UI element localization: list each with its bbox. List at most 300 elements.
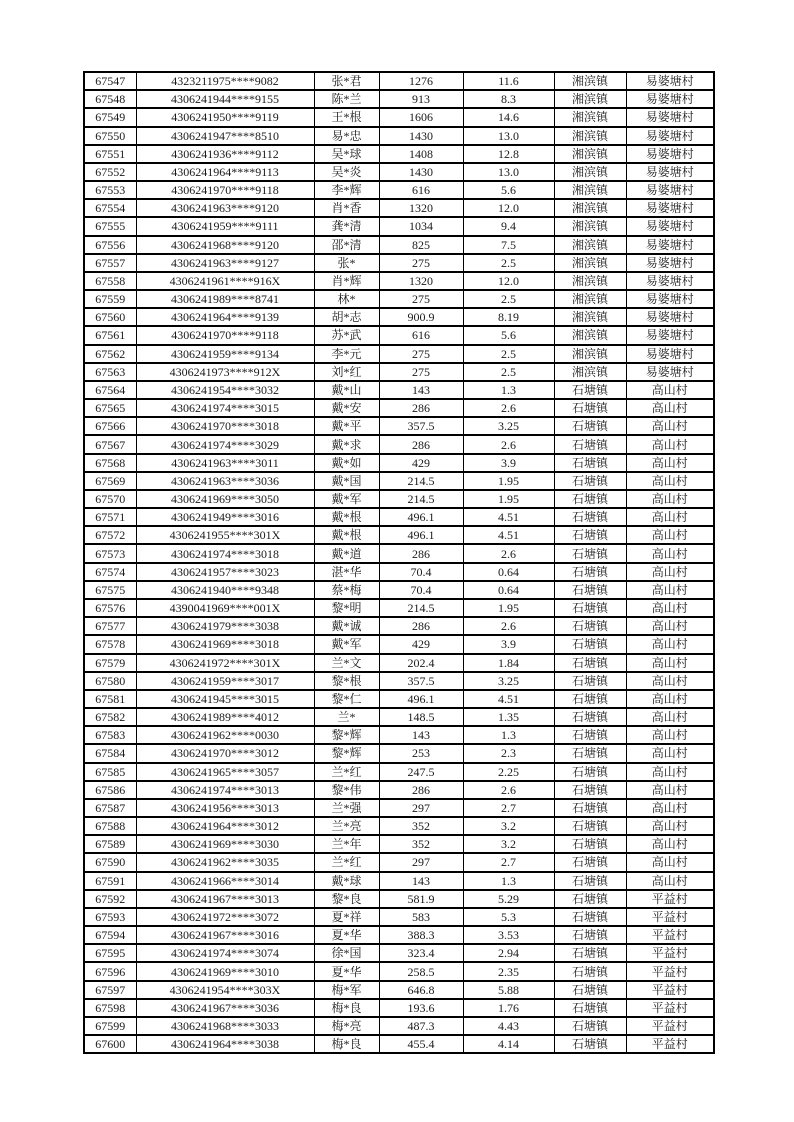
person-name-cell: 吴*球 [314,145,379,163]
town-cell: 石塘镇 [554,617,626,635]
person-name-cell: 李*元 [314,345,379,363]
person-name-cell: 戴*平 [314,417,379,435]
village-cell: 高山村 [626,472,714,490]
town-cell: 湘滨镇 [554,236,626,254]
id-number-cell: 4306241973****912X [136,363,314,381]
sequence-number-cell: 67588 [84,817,136,835]
village-cell: 平益村 [626,962,714,980]
id-number-cell: 4306241979****3038 [136,617,314,635]
table-row [84,853,714,871]
person-name-cell: 张* [314,254,379,272]
subsidy-amount-cell: 352 [379,817,463,835]
town-cell: 石塘镇 [554,799,626,817]
subsidy-amount-cell: 202.4 [379,654,463,672]
id-number-cell: 4306241974****3029 [136,435,314,453]
id-number-cell: 4306241954****3032 [136,381,314,399]
town-cell: 石塘镇 [554,744,626,762]
town-cell: 石塘镇 [554,581,626,599]
subsidy-amount-cell: 913 [379,90,463,108]
village-cell: 易婆塘村 [626,108,714,126]
table-row [84,381,714,399]
table-row [84,145,714,163]
sequence-number-cell: 67594 [84,926,136,944]
village-cell: 易婆塘村 [626,145,714,163]
town-cell: 石塘镇 [554,926,626,944]
sequence-number-cell: 67572 [84,526,136,544]
area-cell: 13.0 [463,127,554,145]
sequence-number-cell: 67589 [84,835,136,853]
subsidy-amount-cell: 214.5 [379,599,463,617]
sequence-number-cell: 67568 [84,454,136,472]
area-cell: 4.51 [463,690,554,708]
village-cell: 高山村 [626,435,714,453]
subsidy-amount-cell: 496.1 [379,508,463,526]
subsidy-amount-cell: 297 [379,853,463,871]
village-cell: 高山村 [626,672,714,690]
town-cell: 石塘镇 [554,763,626,781]
subsidy-amount-cell: 900.9 [379,308,463,326]
sequence-number-cell: 67559 [84,290,136,308]
area-cell: 3.53 [463,926,554,944]
town-cell: 湘滨镇 [554,199,626,217]
sequence-number-cell: 67598 [84,999,136,1017]
id-number-cell: 4306241970****9118 [136,181,314,199]
table-row [84,763,714,781]
town-cell: 湘滨镇 [554,363,626,381]
town-cell: 石塘镇 [554,526,626,544]
town-cell: 石塘镇 [554,853,626,871]
table-row [84,872,714,890]
subsidy-amount-cell: 323.4 [379,944,463,962]
sequence-number-cell: 67552 [84,163,136,181]
subsidy-amount-cell: 1430 [379,163,463,181]
town-cell: 湘滨镇 [554,254,626,272]
subsidy-amount-cell: 297 [379,799,463,817]
id-number-cell: 4306241962****0030 [136,726,314,744]
area-cell: 1.35 [463,708,554,726]
village-cell: 高山村 [626,853,714,871]
person-name-cell: 肖*香 [314,199,379,217]
table-row [84,962,714,980]
table-row [84,799,714,817]
table-row [84,1035,714,1053]
person-name-cell: 兰*年 [314,835,379,853]
id-number-cell: 4306241969****3018 [136,635,314,653]
sequence-number-cell: 67548 [84,90,136,108]
village-cell: 易婆塘村 [626,326,714,344]
subsidy-amount-cell: 646.8 [379,981,463,999]
subsidy-amount-cell: 253 [379,744,463,762]
area-cell: 3.25 [463,417,554,435]
id-number-cell: 4306241970****3018 [136,417,314,435]
subsidy-amount-cell: 275 [379,345,463,363]
id-number-cell: 4306241945****3015 [136,690,314,708]
area-cell: 1.95 [463,472,554,490]
sequence-number-cell: 67564 [84,381,136,399]
town-cell: 石塘镇 [554,654,626,672]
area-cell: 12.8 [463,145,554,163]
id-number-cell: 4306241959****9134 [136,345,314,363]
person-name-cell: 黎*仁 [314,690,379,708]
table-row [84,944,714,962]
person-name-cell: 兰*文 [314,654,379,672]
town-cell: 石塘镇 [554,563,626,581]
person-name-cell: 梅*良 [314,1035,379,1053]
subsidy-amount-cell: 581.9 [379,890,463,908]
id-number-cell: 4306241974****3018 [136,544,314,562]
area-cell: 9.4 [463,217,554,235]
village-cell: 易婆塘村 [626,272,714,290]
table-row [84,781,714,799]
village-cell: 高山村 [626,417,714,435]
subsidy-amount-cell: 214.5 [379,490,463,508]
town-cell: 石塘镇 [554,544,626,562]
town-cell: 石塘镇 [554,1017,626,1035]
town-cell: 石塘镇 [554,781,626,799]
town-cell: 石塘镇 [554,817,626,835]
sequence-number-cell: 67549 [84,108,136,126]
table-row [84,890,714,908]
person-name-cell: 梅*亮 [314,1017,379,1035]
id-number-cell: 4306241970****9118 [136,326,314,344]
id-number-cell: 4306241972****3072 [136,908,314,926]
sequence-number-cell: 67561 [84,326,136,344]
person-name-cell: 戴*山 [314,381,379,399]
area-cell: 12.0 [463,272,554,290]
village-cell: 高山村 [626,381,714,399]
village-cell: 高山村 [626,581,714,599]
subsidy-amount-cell: 286 [379,435,463,453]
sequence-number-cell: 67547 [84,72,136,90]
town-cell: 湘滨镇 [554,145,626,163]
person-name-cell: 戴*道 [314,544,379,562]
town-cell: 湘滨镇 [554,217,626,235]
table-row [84,726,714,744]
town-cell: 石塘镇 [554,708,626,726]
subsidy-amount-cell: 455.4 [379,1035,463,1053]
person-name-cell: 戴*如 [314,454,379,472]
table-row [84,926,714,944]
table-row [84,490,714,508]
subsidy-amount-cell: 496.1 [379,690,463,708]
id-number-cell: 4323211975****9082 [136,72,314,90]
village-cell: 高山村 [626,690,714,708]
village-cell: 易婆塘村 [626,290,714,308]
id-number-cell: 4306241969****3030 [136,835,314,853]
table-body [84,72,714,1053]
sequence-number-cell: 67558 [84,272,136,290]
village-cell: 高山村 [626,454,714,472]
town-cell: 石塘镇 [554,599,626,617]
id-number-cell: 4306241974****3013 [136,781,314,799]
sequence-number-cell: 67570 [84,490,136,508]
table-row [84,654,714,672]
village-cell: 易婆塘村 [626,163,714,181]
town-cell: 湘滨镇 [554,345,626,363]
town-cell: 石塘镇 [554,890,626,908]
town-cell: 石塘镇 [554,381,626,399]
id-number-cell: 4306241947****8510 [136,127,314,145]
person-name-cell: 易*忠 [314,127,379,145]
table-row [84,399,714,417]
table-row [84,199,714,217]
table-row [84,308,714,326]
table-row [84,1017,714,1035]
subsidy-amount-cell: 825 [379,236,463,254]
town-cell: 湘滨镇 [554,163,626,181]
village-cell: 高山村 [626,399,714,417]
person-name-cell: 戴*军 [314,635,379,653]
table-row [84,526,714,544]
person-name-cell: 吴*炎 [314,163,379,181]
table-row [84,672,714,690]
table-row [84,108,714,126]
id-number-cell: 4306241968****9120 [136,236,314,254]
id-number-cell: 4306241989****4012 [136,708,314,726]
table-row [84,544,714,562]
area-cell: 2.6 [463,544,554,562]
area-cell: 1.76 [463,999,554,1017]
sequence-number-cell: 67565 [84,399,136,417]
table-row [84,708,714,726]
subsidy-amount-cell: 143 [379,872,463,890]
area-cell: 2.6 [463,399,554,417]
subsidy-amount-cell: 487.3 [379,1017,463,1035]
town-cell: 石塘镇 [554,962,626,980]
person-name-cell: 黎*明 [314,599,379,617]
person-name-cell: 张*君 [314,72,379,90]
subsidy-amount-cell: 193.6 [379,999,463,1017]
area-cell: 4.51 [463,526,554,544]
table-row [84,835,714,853]
town-cell: 石塘镇 [554,454,626,472]
town-cell: 石塘镇 [554,1035,626,1053]
town-cell: 湘滨镇 [554,326,626,344]
subsidy-table [83,71,715,1054]
village-cell: 高山村 [626,490,714,508]
person-name-cell: 戴*求 [314,435,379,453]
town-cell: 石塘镇 [554,417,626,435]
area-cell: 4.43 [463,1017,554,1035]
village-cell: 高山村 [626,654,714,672]
id-number-cell: 4306241957****3023 [136,563,314,581]
id-number-cell: 4306241963****9120 [136,199,314,217]
person-name-cell: 戴*国 [314,472,379,490]
subsidy-amount-cell: 70.4 [379,563,463,581]
village-cell: 易婆塘村 [626,72,714,90]
table-row [84,981,714,999]
id-number-cell: 4306241963****3036 [136,472,314,490]
area-cell: 5.29 [463,890,554,908]
table-row [84,272,714,290]
sequence-number-cell: 67587 [84,799,136,817]
sequence-number-cell: 67555 [84,217,136,235]
area-cell: 5.6 [463,326,554,344]
village-cell: 易婆塘村 [626,363,714,381]
table-row [84,472,714,490]
sequence-number-cell: 67593 [84,908,136,926]
area-cell: 2.6 [463,781,554,799]
sequence-number-cell: 67586 [84,781,136,799]
person-name-cell: 戴*根 [314,526,379,544]
sequence-number-cell: 67581 [84,690,136,708]
area-cell: 3.9 [463,454,554,472]
village-cell: 易婆塘村 [626,345,714,363]
person-name-cell: 龚*清 [314,217,379,235]
village-cell: 高山村 [626,617,714,635]
id-number-cell: 4306241950****9119 [136,108,314,126]
table-row [84,435,714,453]
person-name-cell: 兰* [314,708,379,726]
id-number-cell: 4306241963****3011 [136,454,314,472]
town-cell: 石塘镇 [554,399,626,417]
area-cell: 2.6 [463,435,554,453]
subsidy-amount-cell: 286 [379,544,463,562]
table-row [84,908,714,926]
sequence-number-cell: 67584 [84,744,136,762]
sequence-number-cell: 67596 [84,962,136,980]
town-cell: 湘滨镇 [554,181,626,199]
id-number-cell: 4306241964****3012 [136,817,314,835]
person-name-cell: 兰*红 [314,763,379,781]
subsidy-amount-cell: 357.5 [379,417,463,435]
id-number-cell: 4306241965****3057 [136,763,314,781]
subsidy-amount-cell: 286 [379,399,463,417]
person-name-cell: 黎*辉 [314,744,379,762]
sequence-number-cell: 67600 [84,1035,136,1053]
subsidy-amount-cell: 616 [379,181,463,199]
id-number-cell: 4306241944****9155 [136,90,314,108]
table-row [84,217,714,235]
sequence-number-cell: 67590 [84,853,136,871]
person-name-cell: 胡*志 [314,308,379,326]
area-cell: 12.0 [463,199,554,217]
person-name-cell: 戴*球 [314,872,379,890]
id-number-cell: 4306241967****3016 [136,926,314,944]
table-row [84,363,714,381]
village-cell: 易婆塘村 [626,217,714,235]
table-row [84,817,714,835]
sequence-number-cell: 67553 [84,181,136,199]
area-cell: 5.88 [463,981,554,999]
village-cell: 易婆塘村 [626,181,714,199]
id-number-cell: 4306241962****3035 [136,853,314,871]
town-cell: 石塘镇 [554,999,626,1017]
area-cell: 1.95 [463,599,554,617]
id-number-cell: 4306241956****3013 [136,799,314,817]
sequence-number-cell: 67595 [84,944,136,962]
village-cell: 平益村 [626,999,714,1017]
id-number-cell: 4306241970****3012 [136,744,314,762]
subsidy-amount-cell: 275 [379,290,463,308]
village-cell: 高山村 [626,744,714,762]
town-cell: 石塘镇 [554,508,626,526]
id-number-cell: 4306241974****3074 [136,944,314,962]
subsidy-amount-cell: 70.4 [379,581,463,599]
table-row [84,744,714,762]
town-cell: 湘滨镇 [554,308,626,326]
subsidy-amount-cell: 352 [379,835,463,853]
subsidy-amount-cell: 496.1 [379,526,463,544]
sequence-number-cell: 67560 [84,308,136,326]
subsidy-amount-cell: 247.5 [379,763,463,781]
town-cell: 石塘镇 [554,635,626,653]
sequence-number-cell: 67597 [84,981,136,999]
subsidy-amount-cell: 616 [379,326,463,344]
person-name-cell: 兰*强 [314,799,379,817]
person-name-cell: 夏*华 [314,926,379,944]
area-cell: 4.51 [463,508,554,526]
town-cell: 石塘镇 [554,908,626,926]
id-number-cell: 4306241964****3038 [136,1035,314,1053]
sequence-number-cell: 67578 [84,635,136,653]
sequence-number-cell: 67582 [84,708,136,726]
sequence-number-cell: 67599 [84,1017,136,1035]
person-name-cell: 戴*安 [314,399,379,417]
village-cell: 易婆塘村 [626,254,714,272]
town-cell: 石塘镇 [554,672,626,690]
person-name-cell: 兰*红 [314,853,379,871]
area-cell: 4.14 [463,1035,554,1053]
subsidy-amount-cell: 1276 [379,72,463,90]
village-cell: 平益村 [626,890,714,908]
area-cell: 5.3 [463,908,554,926]
village-cell: 高山村 [626,835,714,853]
subsidy-amount-cell: 286 [379,781,463,799]
subsidy-amount-cell: 357.5 [379,672,463,690]
table-row [84,581,714,599]
id-number-cell: 4306241967****3013 [136,890,314,908]
area-cell: 13.0 [463,163,554,181]
area-cell: 0.64 [463,581,554,599]
area-cell: 14.6 [463,108,554,126]
table-row [84,690,714,708]
id-number-cell: 4306241961****916X [136,272,314,290]
village-cell: 高山村 [626,708,714,726]
village-cell: 高山村 [626,544,714,562]
sequence-number-cell: 67557 [84,254,136,272]
subsidy-amount-cell: 429 [379,454,463,472]
sequence-number-cell: 67550 [84,127,136,145]
area-cell: 2.5 [463,290,554,308]
sequence-number-cell: 67592 [84,890,136,908]
town-cell: 湘滨镇 [554,108,626,126]
sequence-number-cell: 67554 [84,199,136,217]
area-cell: 3.2 [463,817,554,835]
person-name-cell: 湛*华 [314,563,379,581]
area-cell: 3.2 [463,835,554,853]
person-name-cell: 戴*诚 [314,617,379,635]
village-cell: 高山村 [626,799,714,817]
area-cell: 1.3 [463,726,554,744]
subsidy-amount-cell: 1320 [379,199,463,217]
town-cell: 湘滨镇 [554,90,626,108]
id-number-cell: 4306241966****3014 [136,872,314,890]
table-row [84,163,714,181]
id-number-cell: 4306241940****9348 [136,581,314,599]
person-name-cell: 肖*辉 [314,272,379,290]
subsidy-amount-cell: 258.5 [379,962,463,980]
village-cell: 平益村 [626,908,714,926]
person-name-cell: 兰*亮 [314,817,379,835]
village-cell: 高山村 [626,872,714,890]
table-row [84,345,714,363]
subsidy-amount-cell: 286 [379,617,463,635]
person-name-cell: 李*辉 [314,181,379,199]
table-row [84,181,714,199]
village-cell: 高山村 [626,781,714,799]
id-number-cell: 4306241989****8741 [136,290,314,308]
